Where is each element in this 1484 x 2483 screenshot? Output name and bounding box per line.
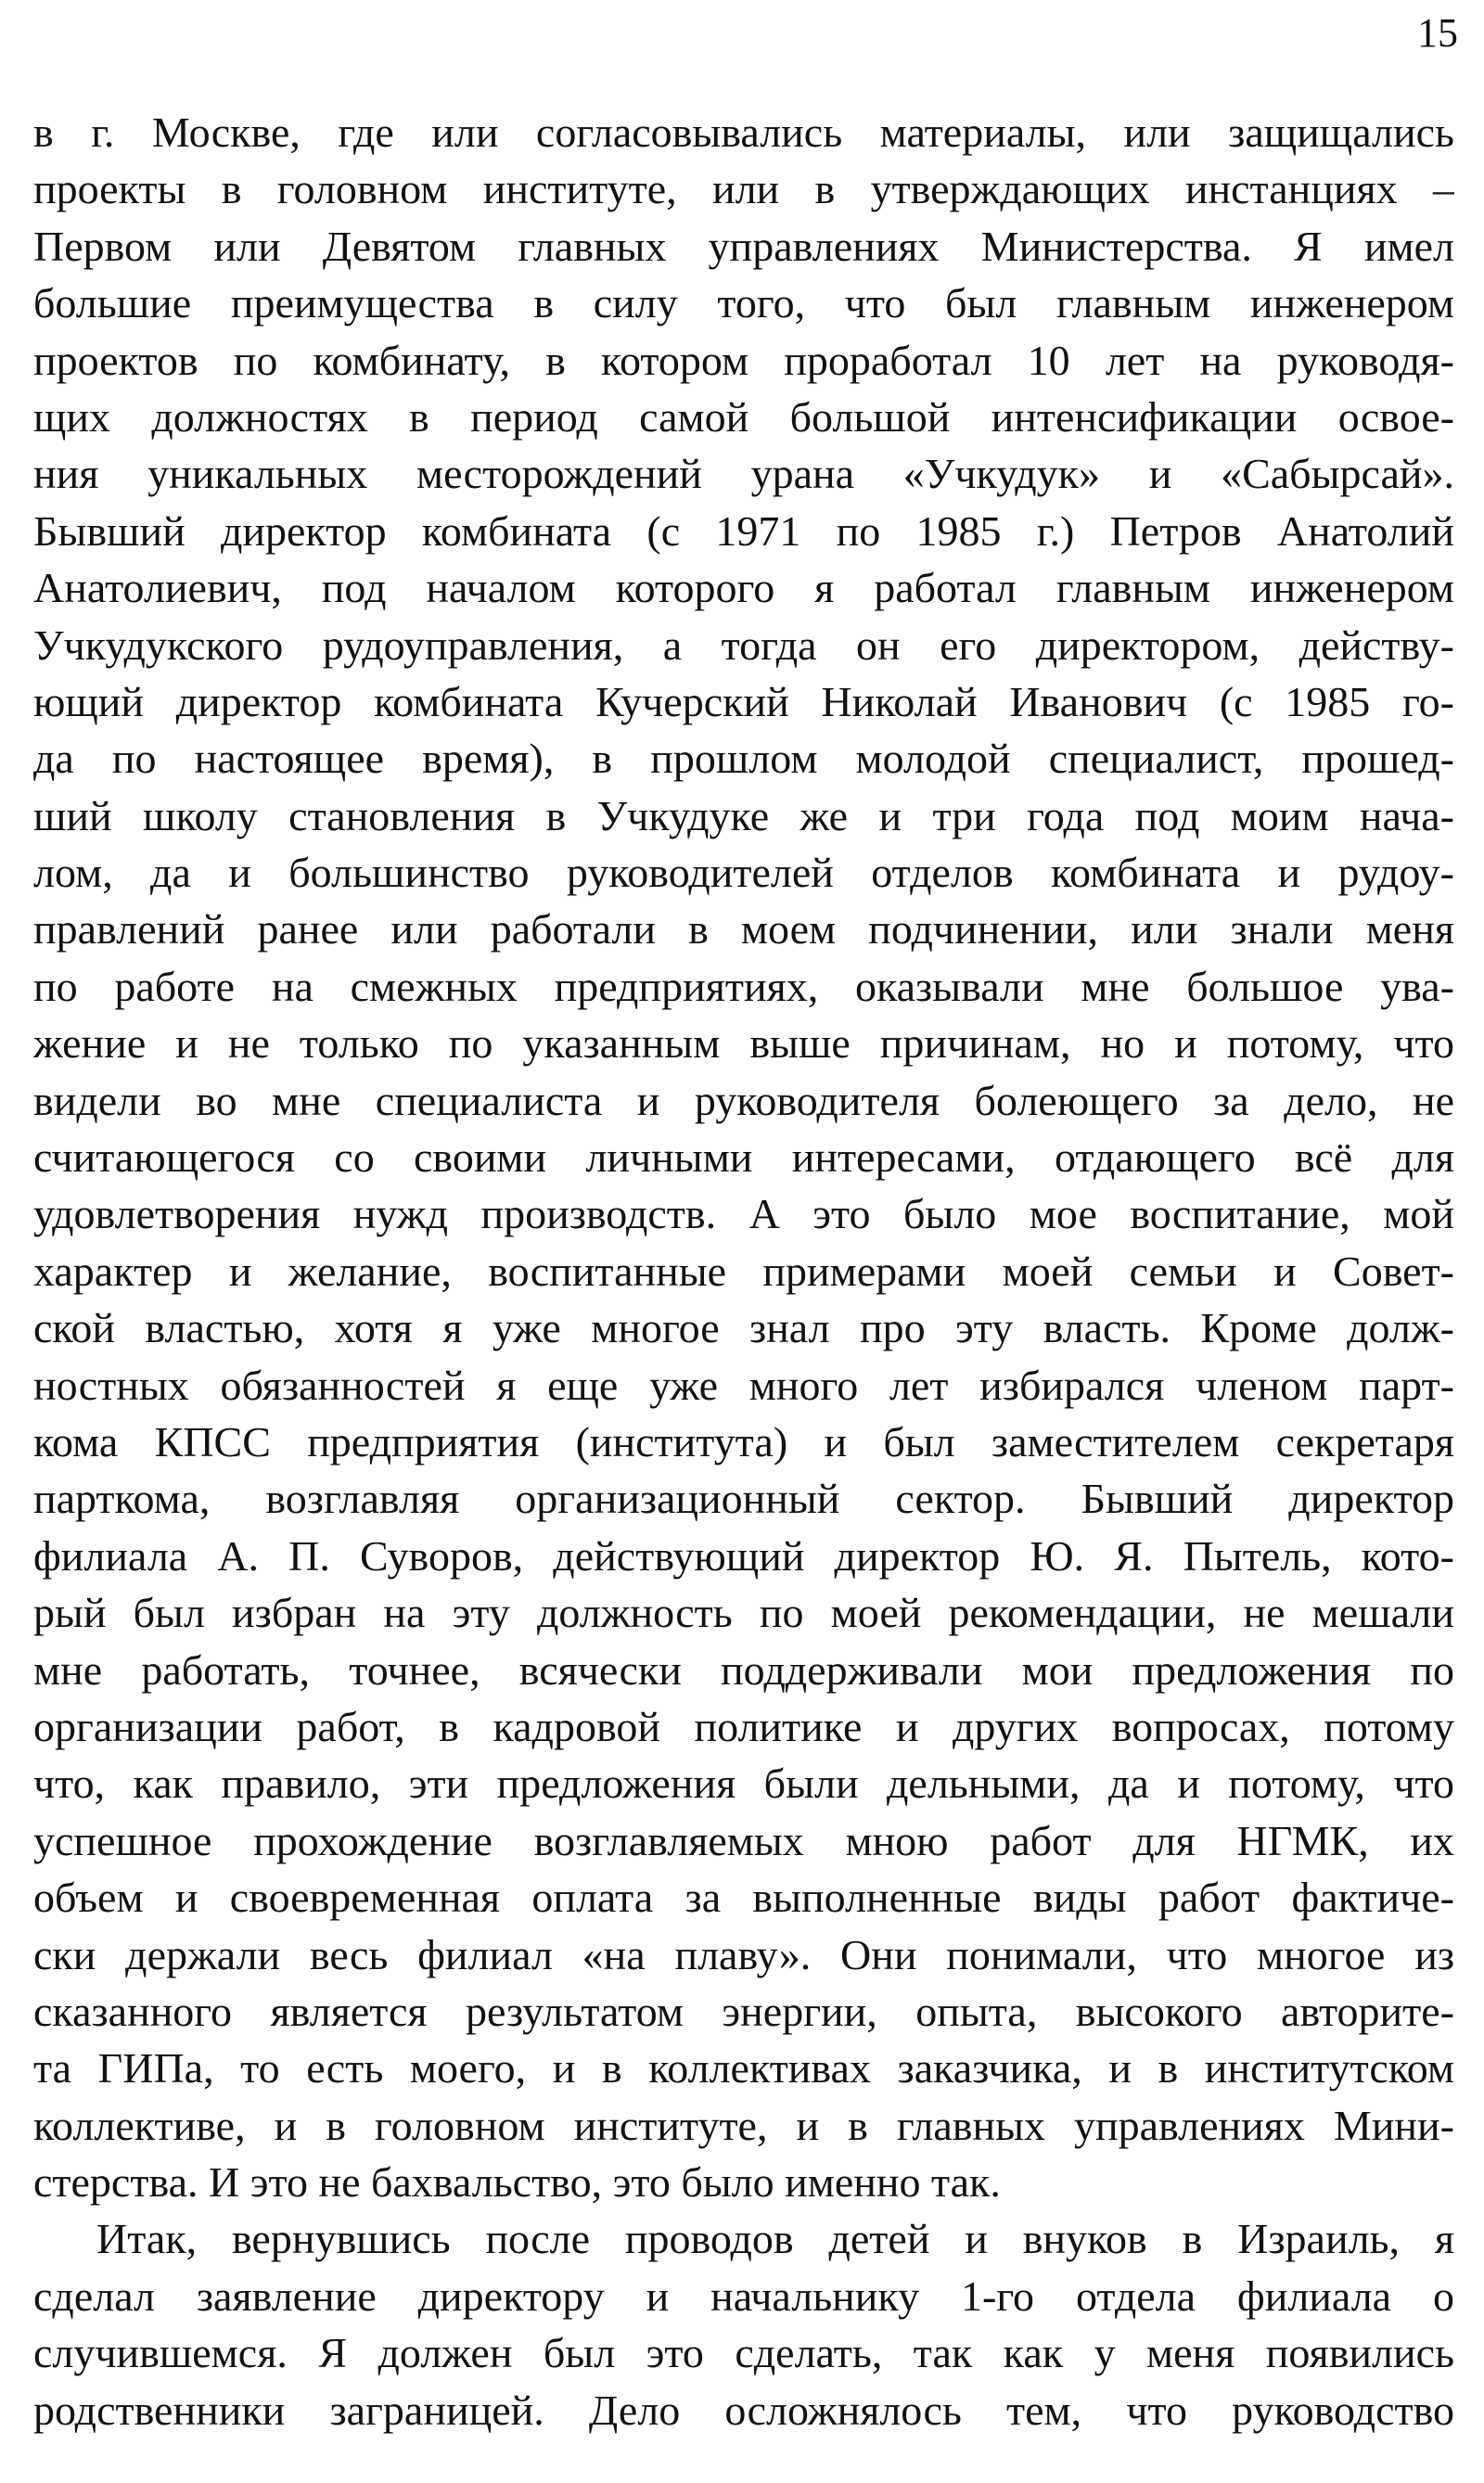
text-line: характер и желание, воспитанные примерами моей семьи и Совет-: [33, 1247, 1454, 1295]
text-line: Учкудукского рудоуправления, а тогда он его директором, действу-: [33, 621, 1454, 669]
page-number: 15: [1417, 10, 1458, 56]
text-line: ния уникальных месторождений урана «Учкудук» и «Сабырсай».: [33, 450, 1454, 498]
text-line: ностных обязанностей я еще уже много лет избирался членом парт-: [33, 1361, 1454, 1409]
text-line: коллективе, и в головном институте, и в главных управлениях Мини-: [33, 2101, 1454, 2149]
text-line: ший школу становления в Учкудуке же и три года под моим нача-: [33, 791, 1454, 839]
text-line: правлений ранее или работали в моем подчинении, или знали меня: [33, 905, 1454, 954]
text-line: случившемся. Я должен был это сделать, так как у меня появились: [33, 2329, 1454, 2377]
text-line: ющий директор комбината Кучерский Николай Иванович (с 1985 го-: [33, 677, 1454, 725]
text-line: объем и своевременная оплата за выполненные виды работ фактиче-: [33, 1874, 1454, 1922]
text-line: да по настоящее время), в прошлом молодой специалист, прошед-: [33, 735, 1454, 783]
text-line: в г. Москве, где или согласовывались материалы, или защищались: [33, 109, 1454, 156]
text-line: жение и не только по указанным выше причинам, но и потому, что: [33, 1019, 1454, 1068]
text-line: парткома, возглавляя организационный сектор. Бывший директор: [33, 1475, 1454, 1523]
text-line: что, как правило, эти предложения были дельными, да и потому, что: [33, 1760, 1454, 1808]
text-line: ской властью, хотя я уже многое знал про эту власть. Кроме долж-: [33, 1304, 1454, 1352]
text-line: проектов по комбинату, в котором проработал 10 лет на руководя-: [33, 336, 1454, 384]
text-line: Бывший директор комбината (с 1971 по 1985 г.) Петров Анатолий: [33, 506, 1454, 555]
text-line: по работе на смежных предприятиях, оказывали мне большое ува-: [33, 962, 1454, 1010]
paragraph: [33, 2210, 1454, 2438]
text-line: та ГИПа, то есть моего, и в коллективах заказчика, и в институтском: [33, 2044, 1454, 2093]
text-line: родственники заграницей. Дело осложнялось тем, что руководство: [33, 2386, 1454, 2434]
text-line: сказанного является результатом энергии, опыта, высокого авторите-: [33, 1987, 1454, 2035]
text-line: Первом или Девятом главных управлениях Министерства. Я имел: [33, 222, 1454, 270]
body-text: [33, 104, 1454, 2438]
text-line: Анатолиевич, под началом которого я работал главным инженером: [33, 564, 1454, 612]
text-line: организации работ, в кадровой политике и других вопросах, потому: [33, 1702, 1454, 1750]
text-line: проекты в головном институте, или в утверждающих инстанциях –: [33, 165, 1454, 213]
text-line: считающегося со своими личными интересами, отдающего всё для: [33, 1133, 1454, 1182]
text-line: Итак, вернувшись после проводов детей и внуков в Израиль, я: [96, 2215, 1454, 2263]
text-line: лом, да и большинство руководителей отделов комбината и рудоу-: [33, 849, 1454, 897]
text-line: стерства. И это не бахвальство, это было именно так.: [33, 2158, 1001, 2207]
text-line: большие преимущества в силу того, что был главным инженером: [33, 279, 1454, 327]
text-line: успешное прохождение возглавляемых мною работ для НГМК, их: [33, 1816, 1454, 1864]
text-line: щих должностях в период самой большой интенсификации освое-: [33, 392, 1454, 441]
text-line: филиала А. П. Суворов, действующий директор Ю. Я. Пытель, кото-: [33, 1531, 1454, 1580]
text-line: сделал заявление директору и начальнику 1-го отдела филиала о: [33, 2272, 1454, 2320]
text-line: удовлетворения нужд производств. А это было мое воспитание, мой: [33, 1190, 1454, 1238]
text-line: кома КПСС предприятия (института) и был заместителем секретаря: [33, 1417, 1454, 1465]
text-line: видели во мне специалиста и руководителя болеющего за дело, не: [33, 1076, 1454, 1124]
paragraph: [33, 104, 1454, 2210]
text-line: мне работать, точнее, всячески поддерживали мои предложения по: [33, 1645, 1454, 1694]
text-line: рый был избран на эту должность по моей рекомендации, не мешали: [33, 1589, 1454, 1637]
text-line: ски держали весь филиал «на плаву». Они понимали, что многое из: [33, 1930, 1454, 1978]
